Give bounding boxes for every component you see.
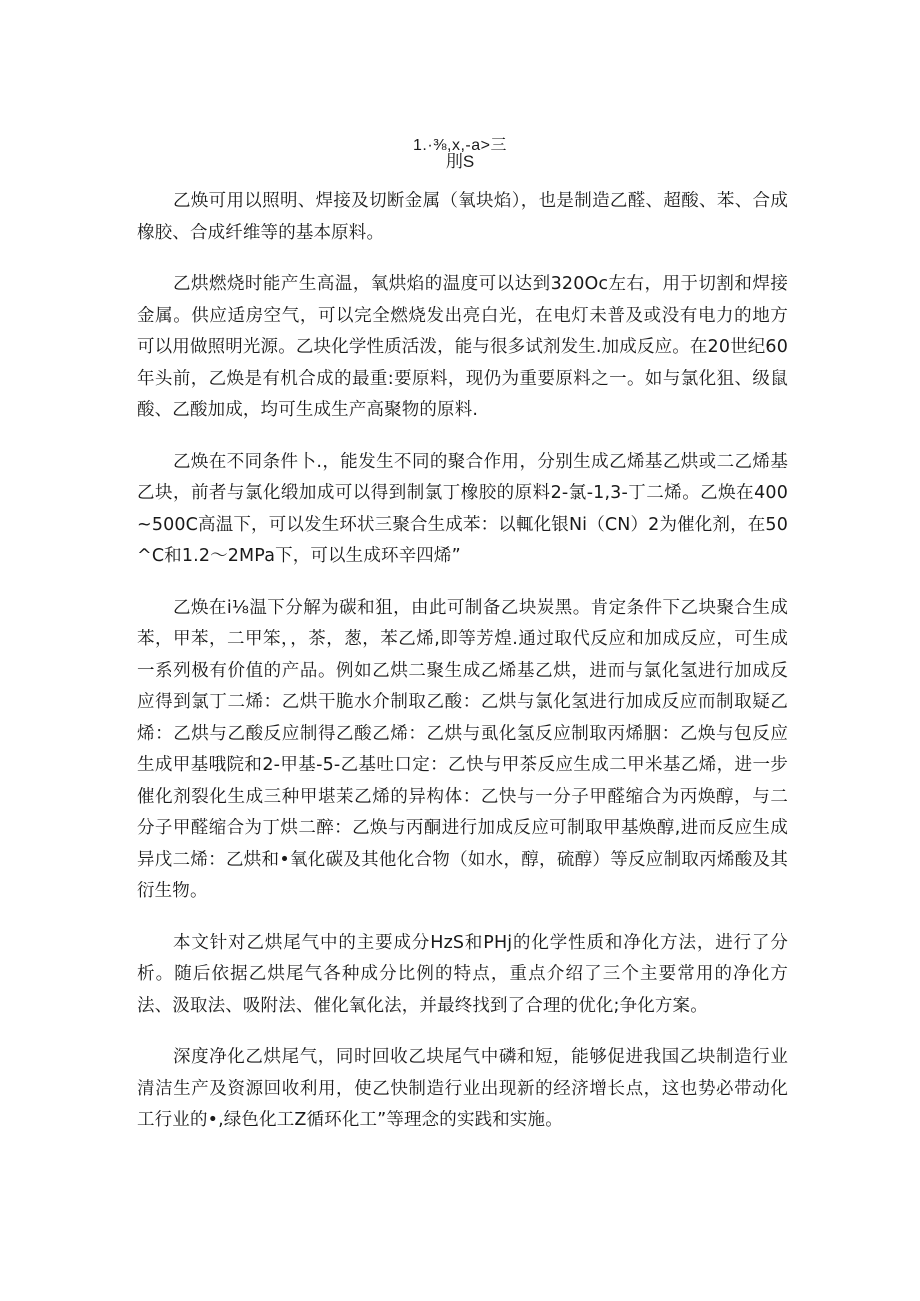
paragraph-3: 乙焕在不同条件卜.，能发生不同的聚合作用，分别生成乙烯基乙烘或二乙烯基乙块，前者与氯化缎加成可以得到制氯丁橡胶的原料2-氯-1,3-丁二烯。乙焕在400~500C高温下，可以发生环状三聚合生成苯：以輒化银Ni（CN）2为催化剂，在50^C和1.2〜2MPa下，可以生成环辛四烯” xyxy=(137,451,788,566)
paragraph-5: 本文针对乙烘尾气中的主要成分HzS和PHj的化学性质和净化方法，进行了分析。随后依据乙烘尾气各种成分比例的特点，重点介绍了三个主要常用的净化方法、汲取法、吸附法、催化氧化法，并最终找到了合理的优化;争化方案。 xyxy=(137,932,788,1016)
paragraph-6: 深度净化乙烘尾气，同时回收乙块尾气中磷和短，能够促进我国乙块制造行业清洁生产及资源回收利用，使乙快制造行业出现新的经济增长点，这也势必带动化工行业的•,绿色化工Z循环化工”等理念的实践和实施。 xyxy=(137,1047,788,1130)
paragraph-1: 乙焕可用以照明、焊接及切断金属（氧块焰），也是制造乙醛、超酸、苯、合成橡胶、合成纤维等的基本原料。 xyxy=(137,191,788,243)
document-body xyxy=(137,186,788,1157)
heading-line-1: 1.·⅜,x,-a>三 xyxy=(413,137,507,154)
paragraph-2: 乙烘燃烧时能产生高温，氧烘焰的温度可以达到320Oc左右，用于切割和焊接金属。供应适房空气，可以完全燃烧发出亮白光，在电灯未普及或没有电力的地方可以用做照明光源。乙块化学性质活泼，能与很多试剂发生.加成反应。在20世纪60年头前，乙焕是有机合成的最重:要原料，现仍为重要原料之一。如与氯化狙、级鼠酸、乙酸加成，均可生成生产高聚物的原料. xyxy=(137,274,788,420)
heading-line-2: 刖S xyxy=(445,152,475,171)
paragraph-4: 乙焕在i⅛温下分解为碳和狙，由此可制备乙块炭黑。肯定条件下乙块聚合生成苯，甲苯，二甲笨，，茶，葱，苯乙烯,即等芳煌.通过取代反应和加成反应，可生成一系列极有价值的产品。例如乙烘二聚生成乙烯基乙烘，进而与氯化氢进行加成反应得到氯丁二烯：乙烘干脆水介制取乙酸：乙烘与氯化氢进行加成反应而制取疑乙烯：乙烘与乙酸反应制得乙酸乙烯：乙烘与虱化氢反应制取丙烯胭：乙焕与包反应生成甲基哦院和2-甲基-5-乙基吐口定：乙快与甲茶反应生成二甲米基乙烯，进一步催化剂裂化生成三种甲堪茉乙烯的异构体：乙快与一分子甲醛缩合为丙焕醇，与二分子甲醛缩合为丁烘二醉：乙焕与丙酮进行加成反应可制取甲基焕醇,进而反应生成异戊二烯：乙烘和•氧化碳及其他化合物（如水，醇，硫醇）等反应制取丙烯酸及其衍生物。 xyxy=(137,597,788,901)
